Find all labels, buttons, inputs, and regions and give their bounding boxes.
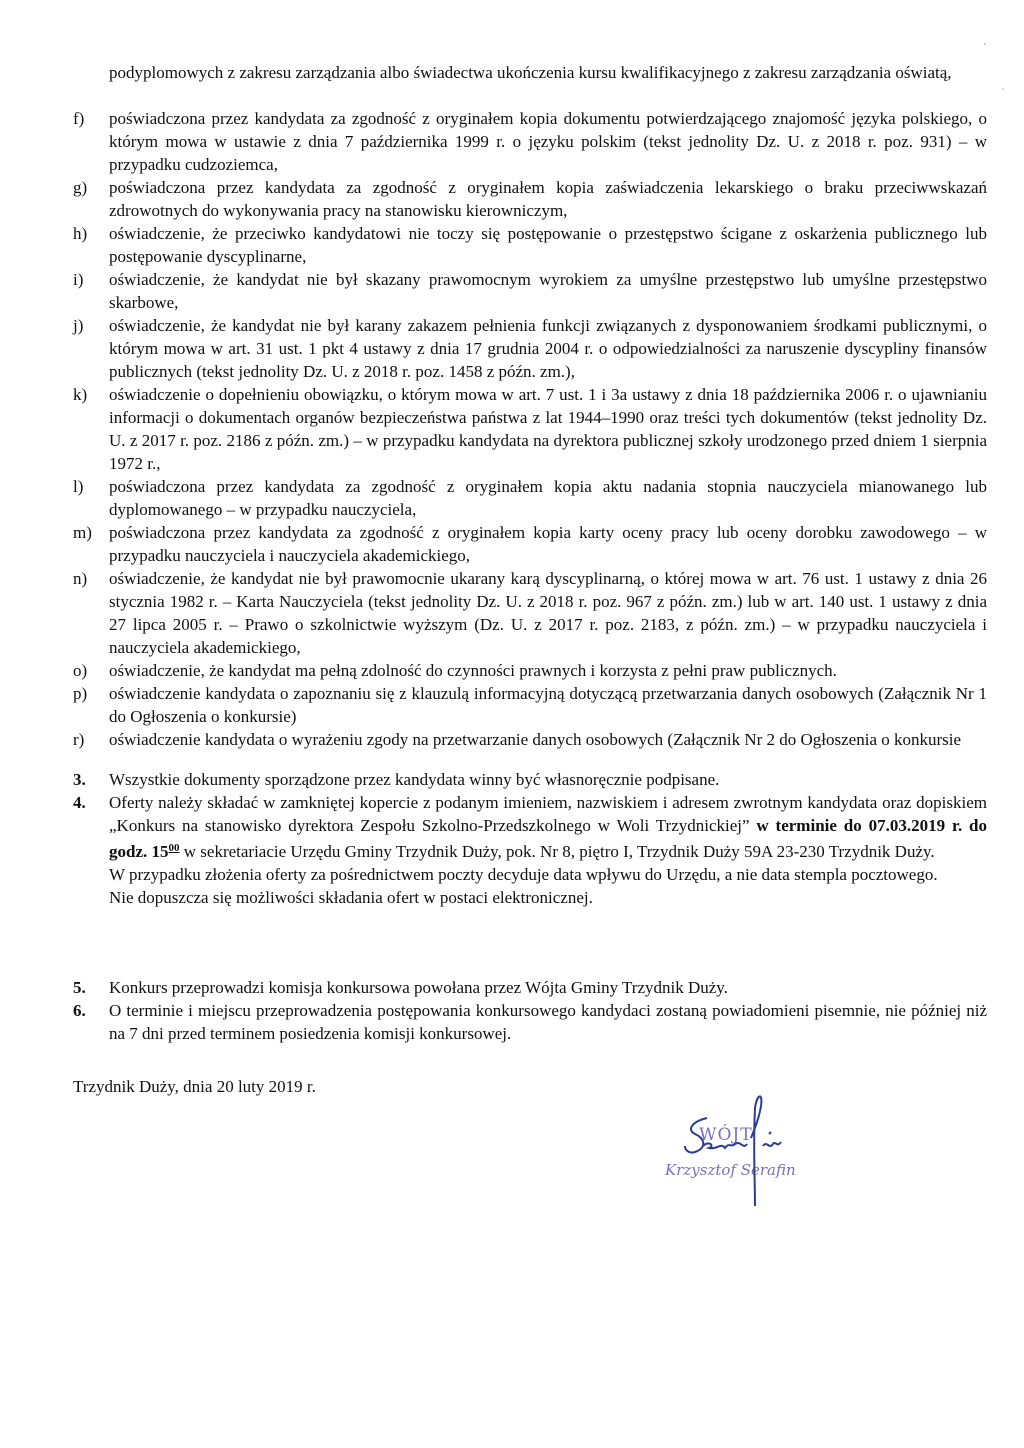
signature-stroke bbox=[763, 1142, 781, 1146]
list-item-text: oświadczenie, że kandydat nie był karany zakazem pełnienia funkcji związanych z dysponowaniem środkami publicznymi, o którym mowa w art. 31 ust. 1 pkt 4 ustawy z dnia 17 grudnia 2004 r. o odpowiedzialności za naruszenie dyscypliny finansów publicznych (tekst jednolity Dz. U. z 2018 r. poz. 1458 z późn. zm.), bbox=[109, 316, 987, 381]
list-item bbox=[73, 176, 987, 222]
list-item bbox=[73, 268, 987, 314]
section-4-row bbox=[73, 791, 987, 909]
list-item-text: oświadczenie, że kandydat nie był skazany prawomocnym wyrokiem za umyślne przestępstwo lub umyślne przestępstwo skarbowe, bbox=[109, 270, 987, 312]
list-item bbox=[73, 521, 987, 567]
list-marker: j) bbox=[73, 316, 84, 335]
list-item bbox=[73, 659, 987, 682]
continuation-text: podyplomowych z zakresu zarządzania albo świadectwa ukończenia kursu kwalifikacyjnego z zakresu zarządzania oświatą, bbox=[109, 63, 952, 82]
list-item bbox=[73, 475, 987, 521]
section-6-row bbox=[73, 999, 987, 1045]
list-item-text: oświadczenie, że przeciwko kandydatowi nie toczy się postępowanie o przestępstwo ścigane z oskarżenia publicznego lub postępowanie dyscyplinarne, bbox=[109, 224, 987, 266]
signature-stroke bbox=[769, 1132, 771, 1134]
section-number: 4. bbox=[73, 793, 86, 812]
list-marker: k) bbox=[73, 385, 88, 404]
section-text: Oferty należy składać w zamkniętej kopercie z podanym imieniem, nazwiskiem i adresem zwrotnym kandydata oraz dopiskiem „Konkurs na stanowisko dyrektora Zespołu Szkolno-Przedszkolnego w Woli Trzydnickiej” bbox=[109, 793, 987, 835]
stamp-title: WÓJT bbox=[699, 1125, 753, 1145]
list-item bbox=[73, 567, 987, 659]
stamp-name: Krzysztof Serafin bbox=[665, 1161, 796, 1179]
list-marker: n) bbox=[73, 569, 88, 588]
list-item-text: oświadczenie o dopełnieniu obowiązku, o którym mowa w art. 7 ust. 1 i 3a ustawy z dnia 18 października 2006 r. o ujawnianiu informacji o dokumentach organów bezpieczeństwa państwa z lat 1944–1990 oraz treści tych dokumentów (tekst jednolity Dz. U. z 2017 r. poz. 2186 z późn. zm.) – w przypadku kandydata na dyrektora publicznej szkoły urodzonego przed dniem 1 sierpnia 1972 r., bbox=[109, 385, 987, 473]
section-text: Konkurs przeprowadzi komisja konkursowa powołana przez Wójta Gminy Trzydnik Duży. bbox=[109, 978, 728, 997]
signature-stroke bbox=[751, 1096, 761, 1206]
section-number: 6. bbox=[73, 1001, 86, 1020]
requirements-list bbox=[73, 107, 987, 751]
list-item bbox=[73, 314, 987, 383]
section-text: O terminie i miejscu przeprowadzenia postępowania konkursowego kandydaci zostaną powiadomieni pisemnie, nie później niż na 7 dni przed terminem posiedzenia komisji konkursowej. bbox=[109, 1001, 987, 1043]
list-item bbox=[73, 383, 987, 475]
list-marker: h) bbox=[73, 224, 88, 243]
list-item-text: oświadczenie, że kandydat ma pełną zdolność do czynności prawnych i korzysta z pełni praw publicznych. bbox=[109, 661, 837, 680]
section-6 bbox=[73, 999, 987, 1045]
deadline-text: w terminie do 07.03.2019 r. do godz. 15 bbox=[109, 816, 988, 861]
section-3 bbox=[73, 768, 987, 791]
list-item-text: poświadczona przez kandydata za zgodność z oryginałem kopia dokumentu potwierdzającego znajomość języka polskiego, o którym mowa w ustawie z dnia 7 października 1999 r. o języku polskim (tekst jednolity Dz. U. z 2018 r. poz. 931) – w przypadku cudzoziemca, bbox=[109, 109, 987, 174]
section-4-paragraph-3: Nie dopuszcza się możliwości składania ofert w postaci elektronicznej. bbox=[109, 888, 593, 907]
signature-stamp-graphic bbox=[651, 1088, 821, 1218]
list-marker: o) bbox=[73, 661, 88, 680]
list-item bbox=[73, 728, 987, 751]
section-5 bbox=[73, 976, 987, 999]
list-item-text: poświadczona przez kandydata za zgodność z oryginałem kopia karty oceny pracy lub oceny dorobku zawodowego – w przypadku nauczyciela i nauczyciela akademickiego, bbox=[109, 523, 987, 565]
section-4-paragraph-1 bbox=[109, 791, 987, 863]
signature-stamp bbox=[651, 1088, 821, 1218]
section-text: Wszystkie dokumenty sporządzone przez kandydata winny być własnoręcznie podpisane. bbox=[109, 770, 720, 789]
section-number: 3. bbox=[73, 770, 86, 789]
list-marker: f) bbox=[73, 109, 85, 128]
scan-speck bbox=[984, 43, 986, 45]
list-marker: g) bbox=[73, 178, 88, 197]
list-marker: m) bbox=[73, 523, 92, 542]
list-marker: l) bbox=[73, 477, 84, 496]
section-5-row bbox=[73, 976, 987, 999]
list-item-text: oświadczenie, że kandydat nie był prawomocnie ukarany karą dyscyplinarną, o której mowa w art. 76 ust. 1 ustawy z dnia 26 stycznia 1982 r. – Karta Nauczyciela (tekst jednolity Dz. U. z 2018 r. poz. 967 z późn. zm.) lub w art. 140 ust. 1 ustawy z dnia 27 lipca 2005 r. – Prawo o szkolnictwie wyższym (Dz. U. z 2017 r. poz. 2183, z późn. zm.) – w przypadku nauczyciela i nauczyciela akademickiego, bbox=[109, 569, 987, 657]
section-3-row bbox=[73, 768, 987, 791]
list-marker: p) bbox=[73, 684, 88, 703]
list-item-text: oświadczenie kandydata o zapoznaniu się z klauzulą informacyjną dotyczącą przetwarzania danych osobowych (Załącznik Nr 1 do Ogłoszenia o konkursie) bbox=[109, 684, 987, 726]
section-text: w sekretariacie Urzędu Gminy Trzydnik Duży, pok. Nr 8, piętro I, Trzydnik Duży 59A 23-230 Trzydnik Duży. bbox=[183, 842, 935, 861]
scan-speck bbox=[1002, 88, 1004, 90]
list-item bbox=[73, 222, 987, 268]
list-item bbox=[73, 682, 987, 728]
place-and-date: Trzydnik Duży, dnia 20 luty 2019 r. bbox=[73, 1077, 316, 1096]
list-marker: r) bbox=[73, 730, 85, 749]
list-item-text: poświadczona przez kandydata za zgodność z oryginałem kopia zaświadczenia lekarskiego o braku przeciwwskazań zdrowotnych do wykonywania pracy na stanowisku kierowniczym, bbox=[109, 178, 987, 220]
section-number: 5. bbox=[73, 978, 86, 997]
list-item-text: poświadczona przez kandydata za zgodność z oryginałem kopia aktu nadania stopnia nauczyciela mianowanego lub dyplomowanego – w przypadku nauczyciela, bbox=[109, 477, 987, 519]
deadline-minutes: 00 bbox=[168, 842, 180, 854]
list-item-text: oświadczenie kandydata o wyrażeniu zgody na przetwarzanie danych osobowych (Załącznik Nr 2 do Ogłoszenia o konkursie bbox=[109, 730, 962, 749]
section-4 bbox=[73, 791, 987, 909]
section-4-paragraph-2: W przypadku złożenia oferty za pośrednictwem poczty decyduje data wpływu do Urzędu, a nie data stempla pocztowego. bbox=[109, 865, 938, 884]
list-item bbox=[73, 107, 987, 176]
list-marker: i) bbox=[73, 270, 84, 289]
